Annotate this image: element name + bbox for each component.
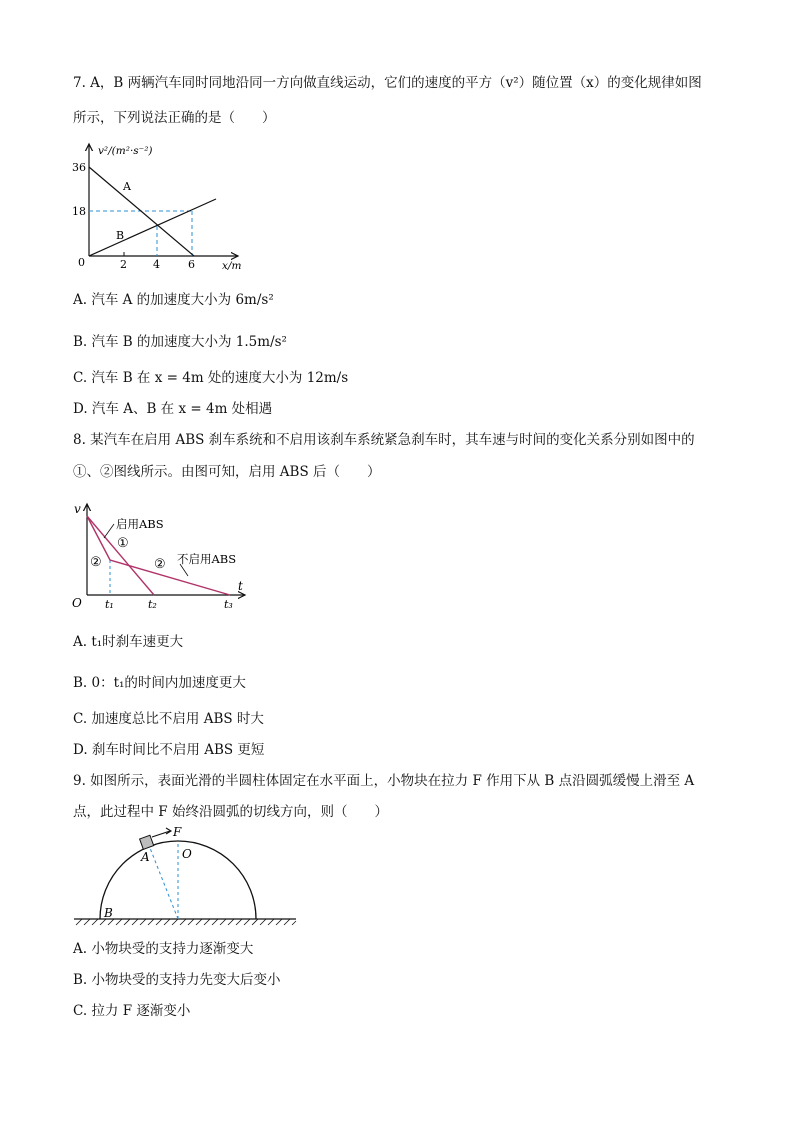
q7-y-tick-18: 18 bbox=[72, 205, 86, 218]
q7-x-label: x/m bbox=[222, 260, 242, 272]
q8-stem-line2: ①、②图线所示。由图可知，启用 ABS 后（ ） bbox=[73, 464, 381, 480]
q7-x-tick-6: 6 bbox=[188, 258, 195, 271]
q9-label-f: F bbox=[173, 826, 182, 839]
q7-v2-x-graph bbox=[70, 138, 270, 278]
q7-option-c: C. 汽车 B 在 x = 4m 处的速度大小为 12m/s bbox=[73, 370, 349, 386]
q7-x-tick-2: 2 bbox=[120, 258, 127, 271]
q8-t-label: t bbox=[238, 579, 243, 593]
q9-stem-line1: 9. 如图所示，表面光滑的半圆柱体固定在水平面上，小物块在拉力 F 作用下从 B 点沿圆弧缓慢上滑至 A bbox=[73, 773, 695, 789]
q9-label-a: A bbox=[141, 850, 150, 864]
q8-abs-on-label: 启用ABS bbox=[116, 517, 164, 531]
q8-circle-2-right: ② bbox=[154, 557, 166, 572]
q7-y-label: v²/(m²·s⁻²) bbox=[98, 145, 153, 157]
q7-line-a-label: A bbox=[123, 180, 131, 193]
q9-option-b: B. 小物块受的支持力先变大后变小 bbox=[73, 972, 281, 988]
q8-t1-label: t₁ bbox=[105, 598, 114, 611]
q7-line-b bbox=[89, 199, 216, 256]
q7-option-b: B. 汽车 B 的加速度大小为 1.5m/s² bbox=[73, 334, 287, 350]
q8-v-label: v bbox=[74, 502, 81, 516]
q9-label-b: B bbox=[104, 906, 113, 920]
q9-semicylinder-diagram bbox=[70, 826, 300, 931]
q7-stem-line2: 所示，下列说法正确的是（ ） bbox=[73, 110, 276, 126]
q8-origin-label: O bbox=[72, 596, 82, 610]
q8-t3-label: t₃ bbox=[224, 598, 233, 611]
q9-stem-line2: 点，此过程中 F 始终沿圆弧的切线方向，则（ ） bbox=[73, 804, 388, 820]
q7-y-tick-36: 36 bbox=[72, 161, 86, 174]
q7-stem-line1: 7. A，B 两辆汽车同时同地沿同一方向做直线运动，它们的速度的平方（v²）随位置（x）的变化规律如图 bbox=[73, 75, 702, 91]
q7-option-d: D. 汽车 A、B 在 x = 4m 处相遇 bbox=[73, 401, 273, 417]
q8-option-a: A. t₁时刹车速更大 bbox=[73, 634, 184, 650]
q8-abs-off-label: 不启用ABS bbox=[177, 552, 237, 566]
q9-option-a: A. 小物块受的支持力逐渐变大 bbox=[73, 941, 254, 957]
q7-x-tick-4: 4 bbox=[153, 258, 160, 271]
q8-option-d: D. 刹车时间比不启用 ABS 更短 bbox=[73, 742, 265, 758]
q7-line-b-label: B bbox=[116, 229, 125, 242]
q8-v-t-graph bbox=[70, 500, 255, 612]
q9-radius-to-a bbox=[150, 848, 178, 919]
q7-origin-label: 0 bbox=[78, 256, 85, 269]
q9-option-c: C. 拉力 F 逐渐变小 bbox=[73, 1003, 191, 1019]
q8-circle-1: ① bbox=[117, 536, 129, 551]
q8-option-c: C. 加速度总比不启用 ABS 时大 bbox=[73, 711, 264, 727]
q9-force-arrow bbox=[152, 831, 170, 837]
q9-block bbox=[140, 835, 154, 849]
q8-t2-label: t₂ bbox=[148, 598, 157, 611]
q7-option-a: A. 汽车 A 的加速度大小为 6m/s² bbox=[73, 292, 274, 308]
q8-option-b: B. 0：t₁的时间内加速度更大 bbox=[73, 675, 246, 691]
q8-circle-2-left: ② bbox=[90, 555, 102, 570]
q8-stem-line1: 8. 某汽车在启用 ABS 刹车系统和不启用该刹车系统紧急刹车时，其车速与时间的变化关系分别如图中的 bbox=[73, 432, 695, 448]
q9-label-o: O bbox=[182, 847, 192, 861]
